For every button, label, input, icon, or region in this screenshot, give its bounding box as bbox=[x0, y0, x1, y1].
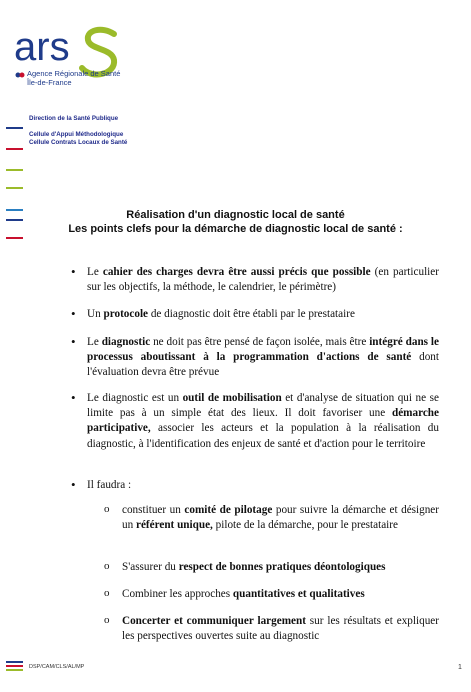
sub-list-item: S'assurer du respect de bonnes pratiques déontologiques bbox=[122, 561, 386, 573]
margin-marker bbox=[6, 187, 23, 189]
sub-list-item: Concerter et communiquer largement sur les résultats et expliquer les perspectives ouvertes suite au diagnostic bbox=[122, 615, 439, 643]
bullet-glyph: • bbox=[71, 334, 76, 349]
logo-line2: Île-de-France bbox=[27, 78, 72, 87]
margin-marker bbox=[6, 127, 23, 129]
list-item: Un protocole de diagnostic doit être établi par le prestataire bbox=[87, 308, 355, 320]
list-item: Le diagnostic est un outil de mobilisation et d'analyse de situation qui ne se limite pas à un simple état des lieux. Il doit favoriser une démarche participative, associer les acteurs et la population à la réalisation du diagnostic, à l'identification des enjeux de santé et d'action pour le territoire bbox=[87, 392, 439, 450]
margin-marker bbox=[6, 669, 23, 671]
bullet-glyph: • bbox=[71, 390, 76, 405]
margin-marker bbox=[6, 661, 23, 663]
title-line1: Réalisation d'un diagnostic local de santé bbox=[126, 209, 345, 221]
margin-marker bbox=[6, 237, 23, 239]
list-item: Le cahier des charges devra être aussi précis que possible (en particulier sur les objectifs, la méthode, le calendrier, le périmètre) bbox=[87, 266, 439, 294]
header-cellule-contrats: Cellule Contrats Locaux de Santé bbox=[29, 139, 128, 146]
sub-list-item: constituer un comité de pilotage pour suivre la démarche et désigner un référent unique, pilote de la démarche, pour le prestataire bbox=[122, 504, 440, 532]
footer-reference: DSP/CAM/CLS/AL/MP bbox=[29, 664, 85, 670]
header-direction: Direction de la Santé Publique bbox=[29, 115, 119, 122]
list-item: Il faudra : bbox=[87, 479, 132, 491]
bullet-glyph: • bbox=[71, 306, 76, 321]
bullet-glyph: • bbox=[71, 477, 76, 492]
sub-bullet-glyph: o bbox=[104, 614, 110, 626]
bullet-glyph: • bbox=[71, 264, 76, 279]
sub-bullet-glyph: o bbox=[104, 587, 110, 599]
logo-swoosh bbox=[82, 30, 114, 75]
header-cellule-appui: Cellule d'Appui Méthodologique bbox=[29, 131, 124, 138]
sub-list-item: Combiner les approches quantitatives et qualitatives bbox=[122, 588, 365, 600]
sub-bullet-glyph: o bbox=[104, 560, 110, 572]
margin-marker bbox=[6, 169, 23, 171]
margin-marker bbox=[6, 665, 23, 667]
logo-dot-red bbox=[20, 73, 25, 78]
page-number: 1 bbox=[458, 664, 462, 671]
sub-bullet-glyph: o bbox=[104, 503, 110, 515]
list-item: Le diagnostic ne doit pas être pensé de façon isolée, mais être intégré dans le processus aboutissant à la programmation d'actions de santé dont l'évaluation devra être prévue bbox=[87, 336, 439, 379]
logo-wordmark: ars bbox=[14, 25, 70, 69]
margin-marker bbox=[6, 148, 23, 150]
title-line2: Les points clefs pour la démarche de diagnostic local de santé : bbox=[68, 223, 403, 235]
logo-line1: Agence Régionale de Santé bbox=[27, 69, 121, 78]
